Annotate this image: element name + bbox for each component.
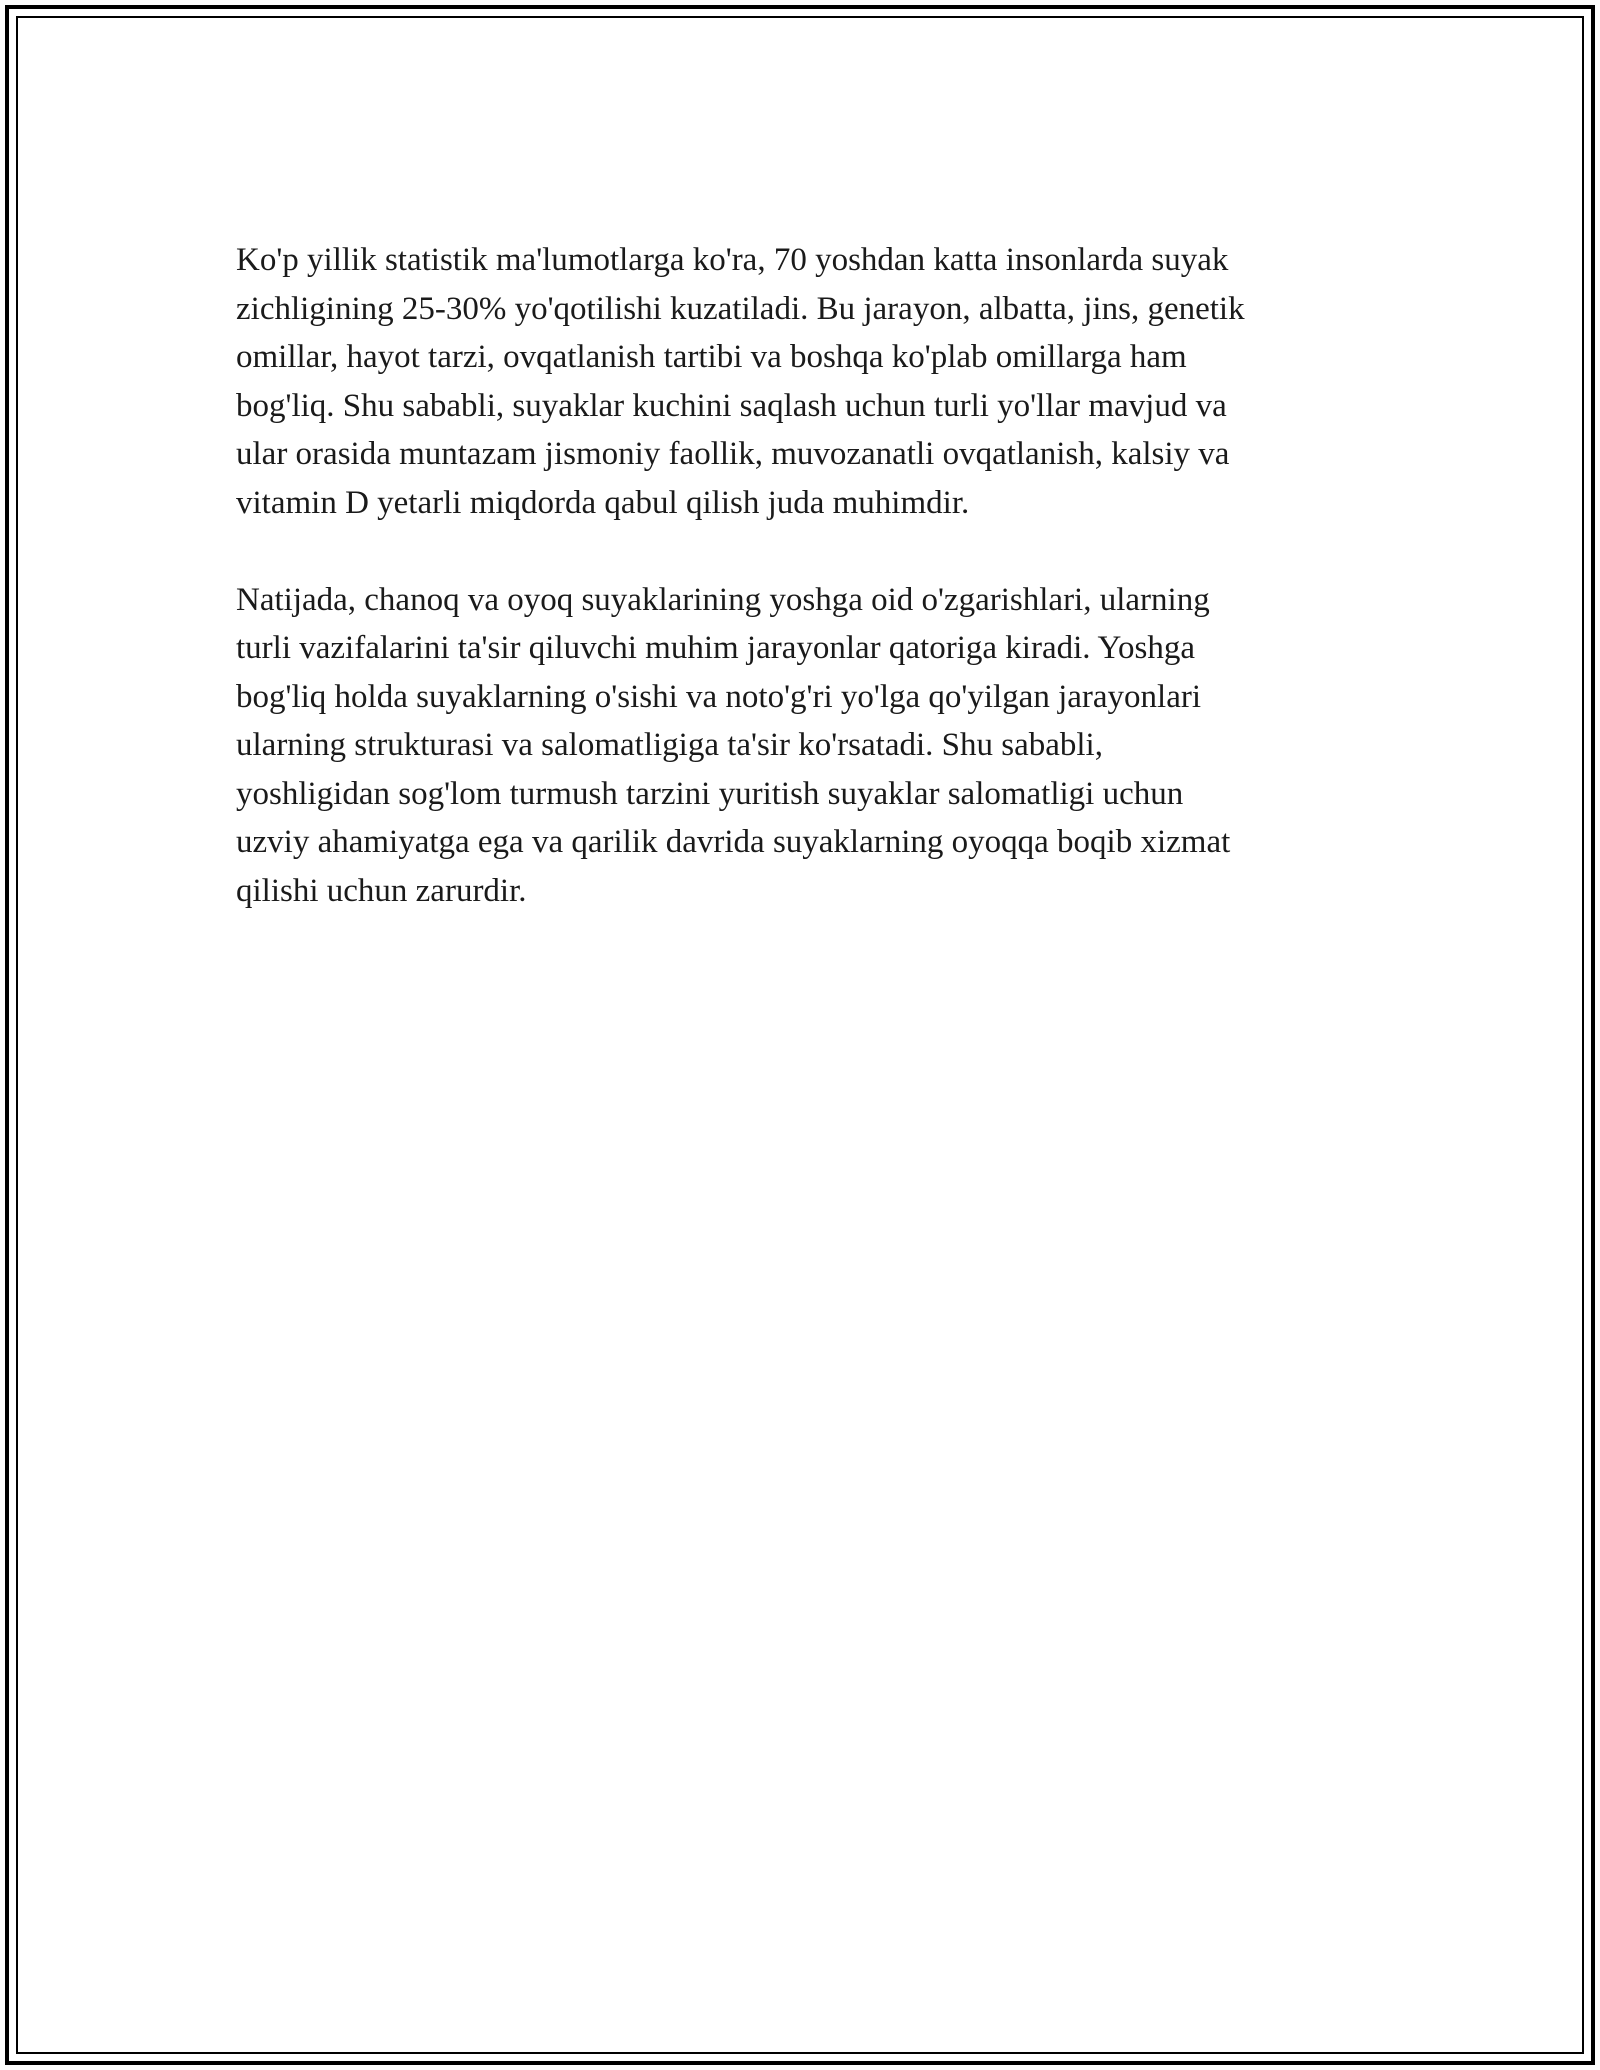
paragraph-line: Ko'p yillik statistik ma'lumotlarga ko'ra, 70 yoshdan katta insonlarda suyak (236, 242, 1229, 278)
paragraph-line: ular orasida muntazam jismoniy faollik, muvozanatli ovqatlanish, kalsiy va (236, 436, 1230, 472)
paragraph-line: bog'liq. Shu sababli, suyaklar kuchini saqlash uchun turli yo'llar mavjud va (236, 387, 1227, 424)
paragraph-line: ularning strukturasi va salomatligiga ta'sir ko'rsatadi. Shu sababli, (236, 727, 1103, 763)
paragraph-line: bog'liq holda suyaklarning o'sishi va noto'g'ri yo'lga qo'yilgan jarayonlari (236, 678, 1202, 715)
paragraph-line: zichligining 25-30% yo'qotilishi kuzatiladi. Bu jarayon, albatta, jins, genetik (236, 290, 1245, 327)
paragraph-1 (236, 236, 1376, 527)
paragraph-2 (236, 576, 1376, 916)
paragraph-line: qilishi uchun zarurdir. (236, 872, 527, 909)
paragraph-line: uzviy ahamiyatga ega va qarilik davrida suyaklarning oyoqqa boqib xizmat (236, 824, 1231, 860)
paragraph-line: turli vazifalarini ta'sir qiluvchi muhim jarayonlar qatoriga kiradi. Yoshga (236, 630, 1196, 666)
paragraph-line: yoshligidan sog'lom turmush tarzini yuritish suyaklar salomatligi uchun (236, 775, 1184, 812)
document-body (236, 236, 1376, 915)
paragraph-line: vitamin D yetarli miqdorda qabul qilish juda muhimdir. (236, 484, 970, 521)
paragraph-line: omillar, hayot tarzi, ovqatlanish tartibi va boshqa ko'plab omillarga ham (236, 339, 1187, 375)
paragraph-line: Natijada, chanoq va oyoq suyaklarining yoshga oid o'zgarishlari, ularning (236, 581, 1210, 618)
